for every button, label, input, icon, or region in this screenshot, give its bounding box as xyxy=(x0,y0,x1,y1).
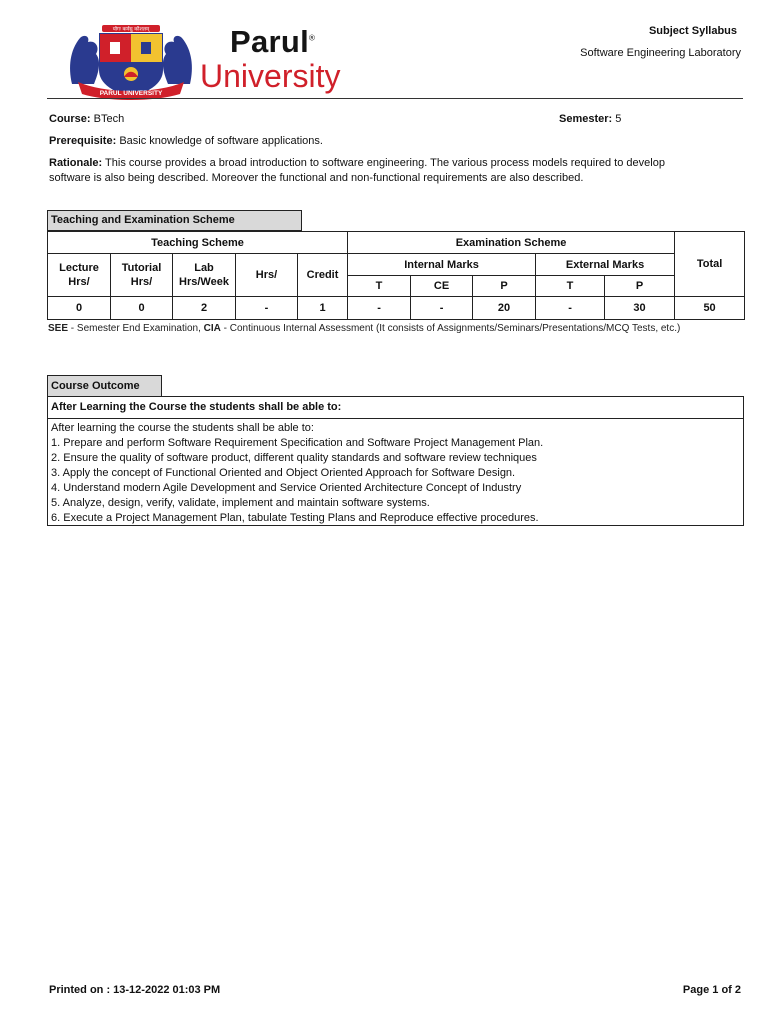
value-external-t: - xyxy=(536,297,605,320)
prerequisite-line xyxy=(49,134,323,149)
sub-header-p-internal: P xyxy=(473,276,536,297)
outcome-intro: After learning the course the students shall be able to: xyxy=(51,422,314,434)
printed-on: Printed on : 13-12-2022 01:03 PM xyxy=(49,984,221,996)
value-credit: 1 xyxy=(298,297,348,320)
value-internal-p: 20 xyxy=(473,297,536,320)
value-external-p: 30 xyxy=(605,297,675,320)
outcome-item: 1. Prepare and perform Software Requirement Specification and Software Project Management Plan. xyxy=(51,437,544,449)
outcome-item: 6. Execute a Project Management Plan, tabulate Testing Plans and Reproduce effective procedures. xyxy=(51,512,539,524)
value-hrs: - xyxy=(236,297,298,320)
lab-header: Lab Hrs/Week xyxy=(173,254,236,297)
value-lab: 2 xyxy=(173,297,236,320)
value-tutorial: 0 xyxy=(111,297,173,320)
see-text: - Semester End Examination, xyxy=(68,323,204,334)
rationale-label: Rationale: xyxy=(49,157,103,169)
outcome-item: 5. Analyze, design, verify, validate, implement and maintain software systems. xyxy=(51,497,430,509)
scheme-title: Teaching and Examination Scheme xyxy=(47,210,302,231)
teaching-scheme-header: Teaching Scheme xyxy=(48,232,348,254)
total-header: Total xyxy=(675,232,745,297)
sub-header-p-external: P xyxy=(605,276,675,297)
value-internal-t: - xyxy=(348,297,411,320)
semester-line xyxy=(559,112,621,127)
outcome-item: 3. Apply the concept of Functional Oriented and Object Oriented Approach for Software Design. xyxy=(51,467,516,479)
rationale-text-1: This course provides a broad introduction to software engineering. The various process models required to develop xyxy=(105,157,665,169)
internal-marks-header: Internal Marks xyxy=(348,254,536,276)
outcome-list-box xyxy=(47,418,744,526)
sub-header-t-internal: T xyxy=(348,276,411,297)
scheme-table xyxy=(47,231,745,320)
outcome-item: 2. Ensure the quality of software product, different quality standards and software review techniques xyxy=(51,452,537,464)
exam-scheme-header: Examination Scheme xyxy=(348,232,675,254)
course-label: Course: xyxy=(49,113,91,125)
scheme-footnote xyxy=(48,323,680,334)
logo-ribbon-text: PARUL UNIVERSITY xyxy=(99,90,163,97)
brand-name-parul: Parul® xyxy=(230,24,316,59)
course-line xyxy=(49,112,124,127)
rationale-text-2: software is also being described. Moreover the functional and non-functional requirements are also described. xyxy=(49,172,584,184)
subject-name: Software Engineering Laboratory xyxy=(580,47,741,59)
value-total: 50 xyxy=(675,297,745,320)
logo-motto: योगः कर्मसु कौशलम् xyxy=(112,26,150,33)
outcome-item: 4. Understand modern Agile Development and Service Oriented Architecture Concept of Industry xyxy=(51,482,522,494)
see-abbrev: SEE xyxy=(48,323,69,334)
brand-name-university: University xyxy=(200,58,341,94)
course-value: BTech xyxy=(93,113,125,125)
outcome-heading-box xyxy=(47,396,744,419)
rationale-block xyxy=(49,156,749,186)
course-outcome-title: Course Outcome xyxy=(47,375,162,397)
crest-icon xyxy=(66,22,196,102)
semester-label: Semester: xyxy=(559,113,613,125)
prerequisite-value: Basic knowledge of software applications. xyxy=(119,135,323,147)
sub-header-ce: CE xyxy=(411,276,473,297)
lecture-header: Lecture Hrs/ xyxy=(48,254,111,297)
hrs-header: Hrs/ xyxy=(236,254,298,297)
sub-header-t-external: T xyxy=(536,276,605,297)
header-divider xyxy=(47,98,743,99)
cia-abbrev: CIA xyxy=(203,323,221,334)
page-number: Page 1 of 2 xyxy=(682,984,741,996)
external-marks-header: External Marks xyxy=(536,254,675,276)
cia-text: - Continuous Internal Assessment (It consists of Assignments/Seminars/Presentations/MCQ Tests, etc.) xyxy=(220,323,681,334)
document-type: Subject Syllabus xyxy=(648,25,737,37)
registered-mark: ® xyxy=(309,33,316,43)
value-internal-ce: - xyxy=(411,297,473,320)
credit-header: Credit xyxy=(298,254,348,297)
value-lecture: 0 xyxy=(48,297,111,320)
tutorial-header: Tutorial Hrs/ xyxy=(111,254,173,297)
outcome-heading: After Learning the Course the students shall be able to: xyxy=(51,401,342,413)
semester-value: 5 xyxy=(615,113,622,125)
outcome-list xyxy=(48,419,743,528)
prerequisite-label: Prerequisite: xyxy=(49,135,117,147)
